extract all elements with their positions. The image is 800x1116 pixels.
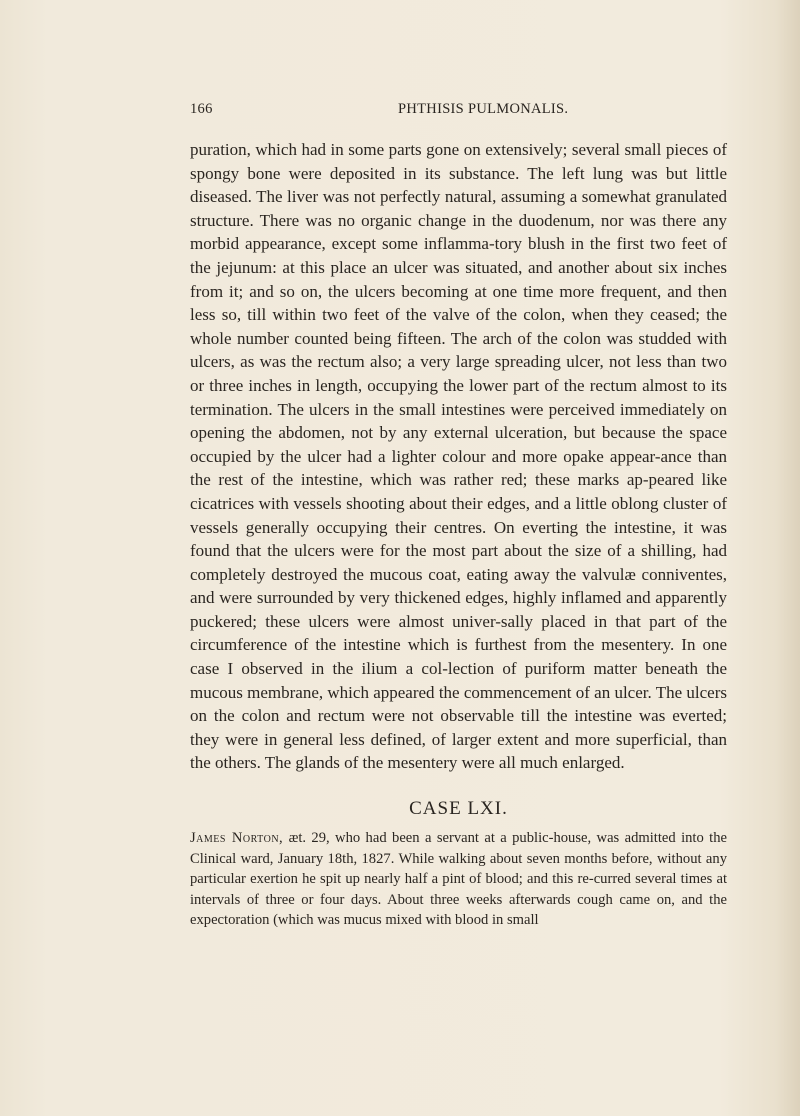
paragraph-text: puration, which had in some parts gone on extensively; several small pieces of spongy bone were deposited in its substance. The left lung was but little diseased. The liver was not perfectly natural, assuming a somewhat granulated structure. There was no organic change in the duodenum, nor was there any morbid appearance, except some inflamma-tory blush in the first two feet of the jejunum: at this place an ulcer was situated, and another about six inches from it; and so on, the ulcers becoming at one time more frequent, and then less so, till within two feet of the valve of the colon, when they ceased; the whole number counted being fifteen. The arch of the colon was studded with ulcers, as was the rectum also; a very large spreading ulcer, not less than two or three inches in length, occupying the lower part of the rectum almost to its termination. The ulcers in the small intestines were perceived immediately on opening the abdomen, not by any external ulceration, but because the space occupied by the ulcer had a lighter colour and more opake appear-ance than the rest of the intestine, which was rather red; these marks ap-peared like cicatrices with vessels shooting about their edges, and a little oblong cluster of vessels generally occupying their centres. On everting the intestine, it was found that the ulcers were for the most part about the size of a shilling, had completely destroyed the mucous coat, eating away the valvulæ conniventes, and were surrounded by very thickened edges, highly inflamed and apparently puckered; these ulcers were almost univer-sally placed in that part of the circumference of the intestine which is furthest from the mesentery. In one case I observed in the ilium a col-lection of puriform matter beneath the mucous membrane, which appeared the commencement of an ulcer. The ulcers on the colon and rectum were not observable till the intestine was everted; they were in general less defined, of larger extent and more superficial, than the others. The glands of the mesentery were all much enlarged. [190, 140, 727, 773]
running-title: PHTHISIS PULMONALIS. [398, 101, 569, 117]
case-paragraph [190, 828, 727, 931]
page-number: 166 [190, 101, 213, 117]
running-header [190, 101, 730, 121]
patient-name: James Norton, [190, 830, 284, 846]
main-paragraph [190, 138, 727, 775]
case-heading: CASE LXI. [409, 798, 508, 819]
case-text: æt. 29, who had been a servant at a public-house, was admitted into the Clinical ward, January 18th, 1827. While walking about seven months before, without any particular exertion he spit up nearly half a pint of blood; and this re-curred several times at intervals of three or four days. About three weeks afterwards cough came on, and the expectoration (which was mucus mixed with blood in small [190, 830, 727, 928]
